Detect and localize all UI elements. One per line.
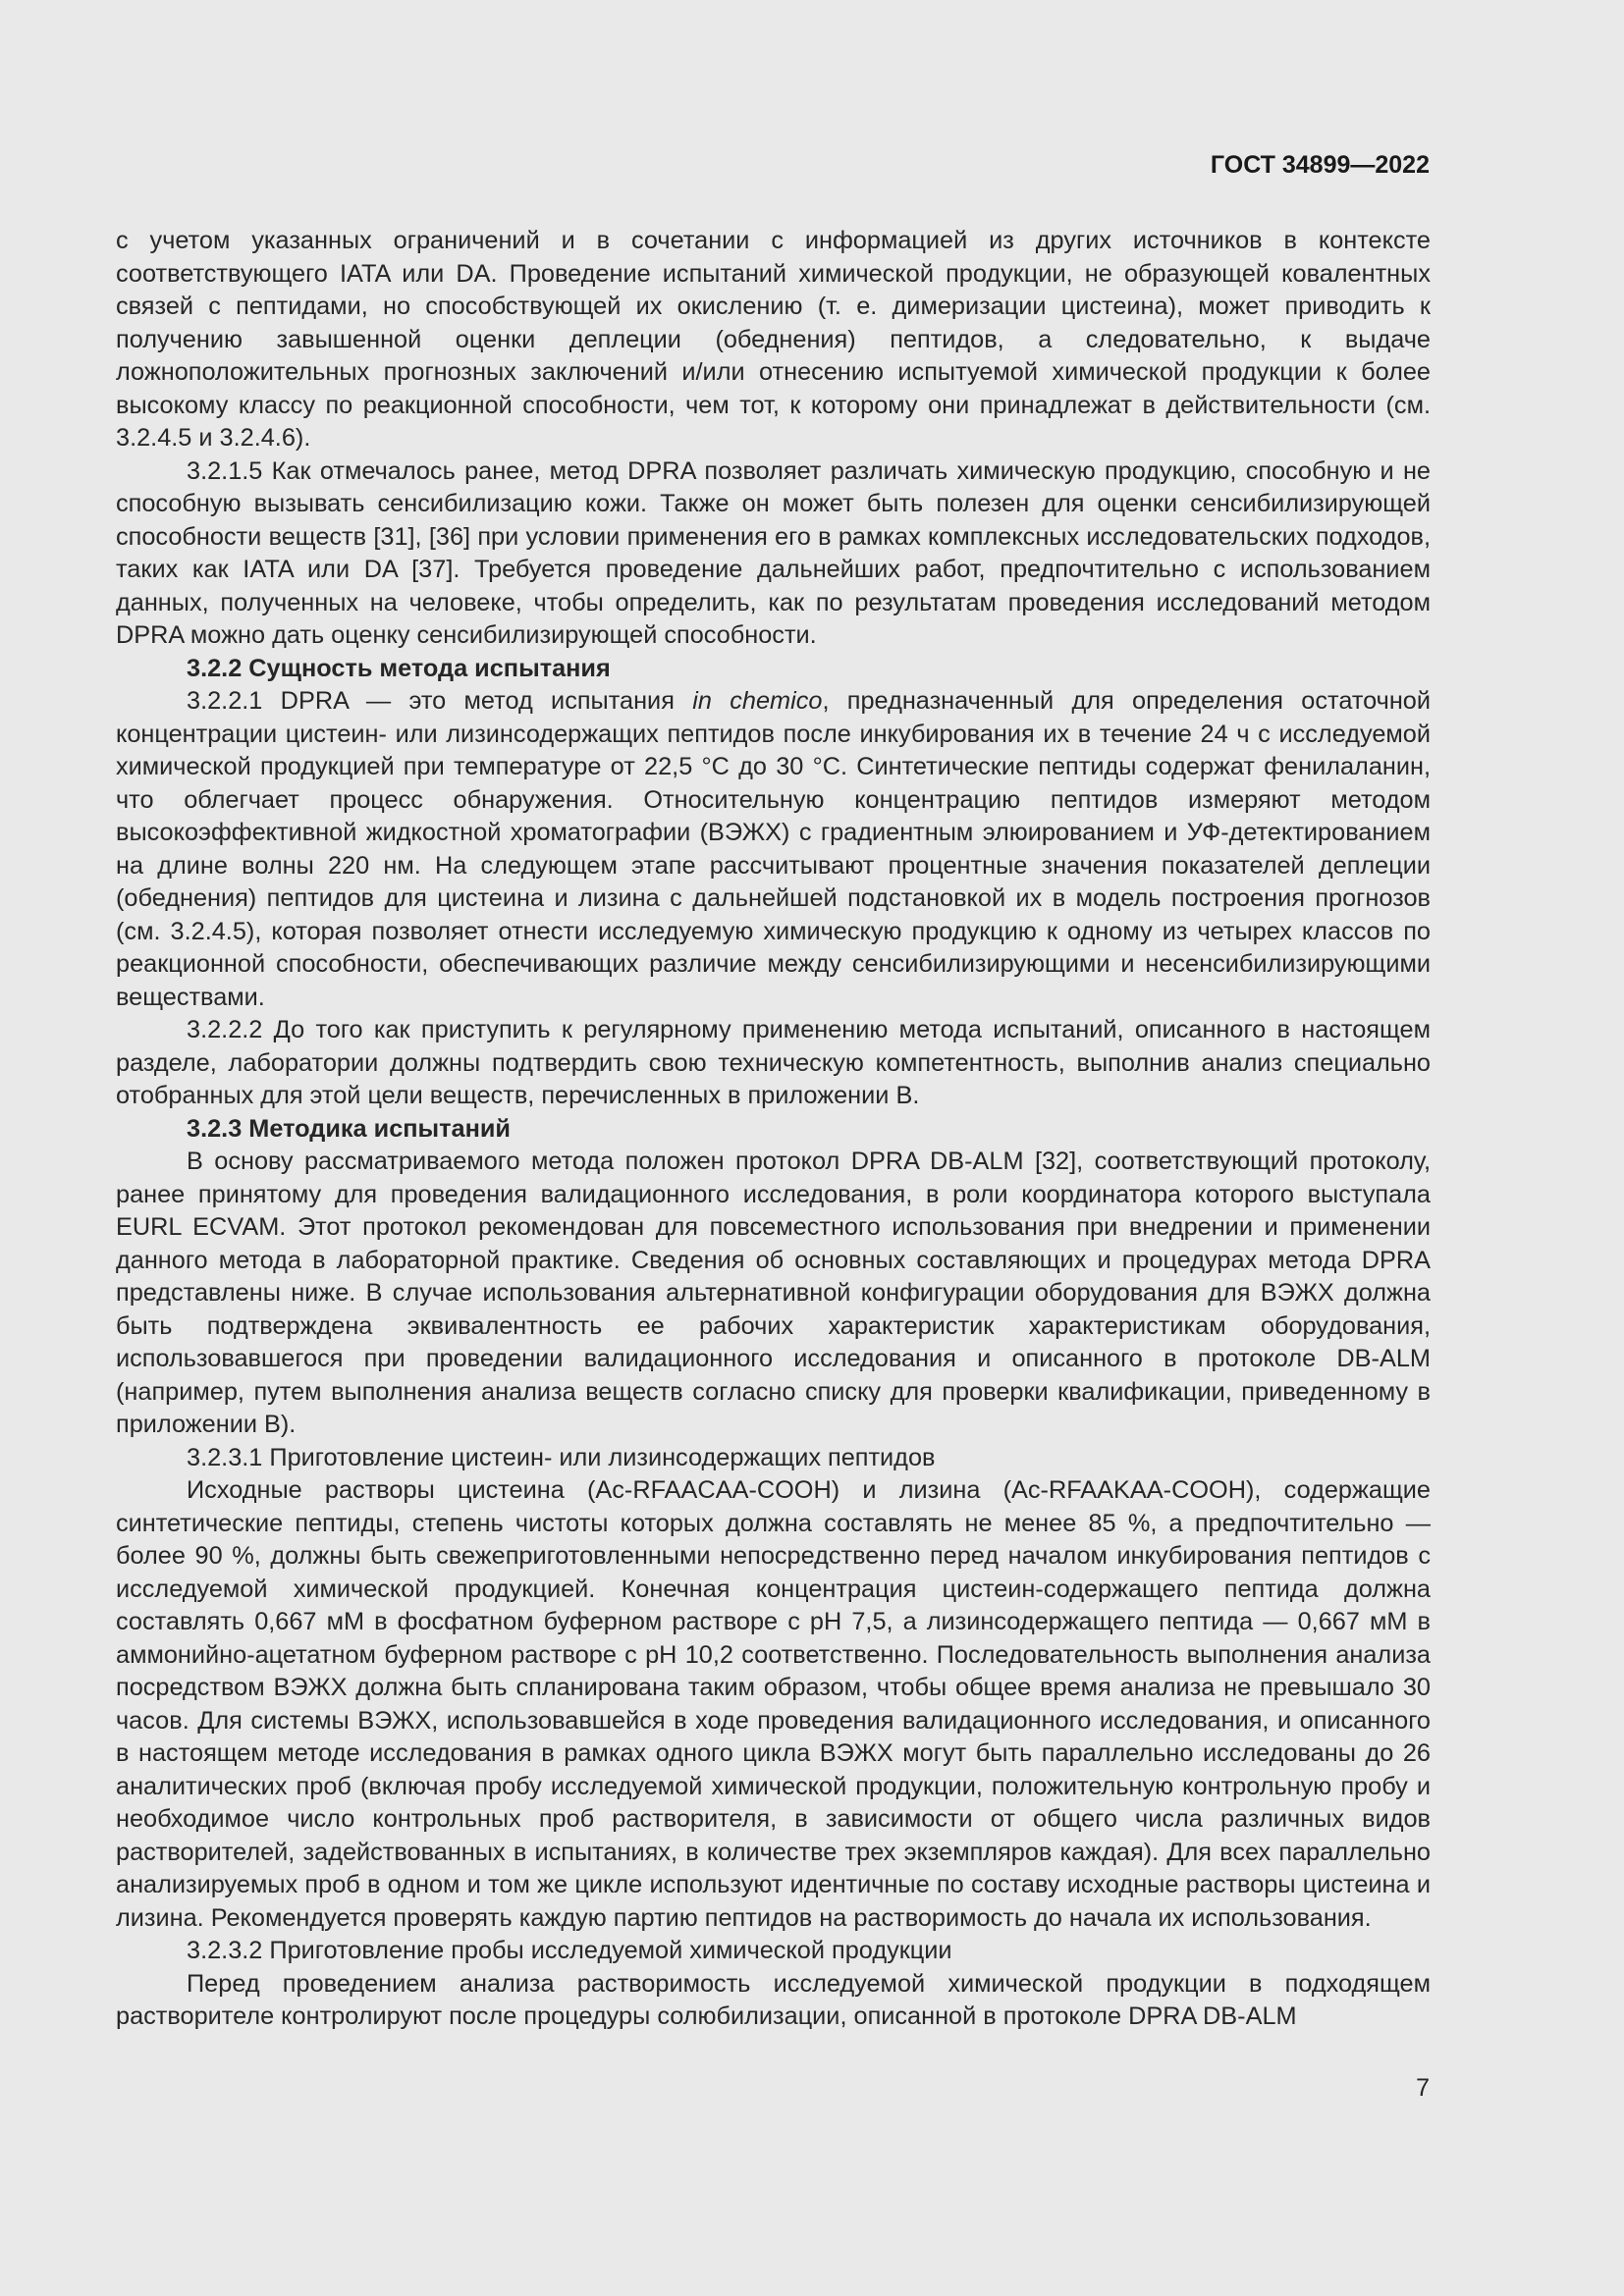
paragraph-3-2-1-5: 3.2.1.5 Как отмечалось ранее, метод DPRA позволяет различать химическую продукцию, способную и не способную вызывать сенсибилизацию кожи. Также он может быть полезен для оценки сенсибилизирующей способности веществ [31], [36] при условии применения его в рамках комплексных исследовательских подходов, таких как IATA или DA [37]. Требуется проведение дальнейших работ, предпочтительно с использованием данных, полученных на человеке, чтобы определить, как по результатам проведения исследований методом DPRA можно дать оценку сенсибилизирующей способности. — [116, 456, 1431, 649]
paragraph-3-2-3-intro: В основу рассматриваемого метода положен протокол DPRA DB-ALM [32], соответствующий протоколу, ранее принятому для проведения валидационного исследования, в роли координатора которого выступала EURL ECVAM. Этот протокол рекомендован для повсеместного использования при внедрении и применении данного метода в лабораторной практике. Сведения об основных составляющих и процедурах метода DPRA представлены ниже. В случае использования альтернативной конфигурации оборудования для ВЭЖХ должна быть подтверждена эквивалентность ее рабочих характеристик характеристикам оборудования, использовавшегося при проведении валидационного исследования и описанного в протоколе DB-ALM (например, путем выполнения анализа веществ согласно списку для проверки квалификации, приведенному в приложении В). — [116, 1148, 1431, 1438]
paragraph-continuation: с учетом указанных ограничений и в сочетании с информацией из других источников в контексте соответствующего IATA или DA. Проведение испытаний химической продукции, не образующей ковалентных связей с пептидами, но способствующей их окислению (т. е. димеризации цистеина), может приводить к получению завышенной оценки деплеции (обеднения) пептидов, а следовательно, к выдаче ложноположительных прогнозных заключений и/или отнесению испытуемой химической продукции к более высокому классу по реакционной способности, чем тот, к которому они принадлежат в действительности (см. 3.2.4.5 и 3.2.4.6). — [116, 227, 1431, 452]
paragraph-3-2-3-2: Перед проведением анализа растворимость исследуемой химической продукции в подходящем растворителе контролируют после процедуры солюбилизации, описанной в протоколе DPRA DB-ALM — [116, 1969, 1431, 2030]
document-header: ГОСТ 34899—2022 — [1210, 151, 1430, 179]
paragraph-3-2-3-1: Исходные растворы цистеина (Ac-RFAACAA-COOH) и лизина (Ac-RFAAKAA-COOH), содержащие синтетические пептиды, степень чистоты которых должна составлять не менее 85 %, а предпочтительно — более 90 %, должны быть свежеприготовленными непосредственно перед началом инкубирования пептидов с исследуемой химической продукцией. Конечная концентрация цистеин-содержащего пептида должна составлять 0,667 мМ в фосфатном буферном растворе с рН 7,5, а лизинсодержащего пептида — 0,667 мМ в аммонийно-ацетатном буферном растворе с рН 10,2 соответственно. Последовательность выполнения анализа посредством ВЭЖХ должна быть спланирована таким образом, чтобы общее время анализа не превышало 30 часов. Для системы ВЭЖХ, использовавшейся в ходе проведения валидационного исследования, и описанного в настоящем методе исследования в рамках одного цикла ВЭЖХ могут быть параллельно исследованы до 26 аналитических проб (включая пробу исследуемой химической продукции, положительную контрольную пробу и необходимое число контрольных проб растворителя, в зависимости от общего числа различных видов растворителей, задействованных в испытаниях, в количестве трех экземпляров каждая). Для всех параллельно анализируемых проб в одном и том же цикле используют идентичные по составу исходные растворы цистеина и лизина. Рекомендуется проверять каждую партию пептидов на растворимость до начала их использования. — [116, 1476, 1431, 1932]
paragraph-3-2-2-1 — [116, 685, 1431, 1014]
subsection-heading-3-2-3-1: 3.2.3.1 Приготовление цистеин- или лизинсодержащих пептидов — [187, 1443, 936, 1471]
page-number: 7 — [1416, 2074, 1430, 2102]
section-heading-3-2-2: 3.2.2 Сущность метода испытания — [187, 654, 611, 682]
in-chemico-term: in chemico — [692, 687, 823, 715]
section-heading-3-2-3: 3.2.3 Методика испытаний — [187, 1114, 511, 1143]
document-body — [116, 225, 1431, 2034]
paragraph-3-2-2-1-start: 3.2.2.1 DPRA — это метод испытания — [187, 687, 693, 715]
paragraph-3-2-2-2: 3.2.2.2 До того как приступить к регулярному применению метода испытаний, описанного в настоящем разделе, лаборатории должны подтвердить свою техническую компетентность, выполнив анализ специально отобранных для этой цели веществ, перечисленных в приложении В. — [116, 1016, 1431, 1109]
subsection-heading-3-2-3-2: 3.2.3.2 Приготовление пробы исследуемой химической продукции — [187, 1937, 952, 1964]
paragraph-3-2-2-1-rest: , предназначенный для определения остаточной концентрации цистеин- или лизинсодержащих пептидов после инкубирования их в течение 24 ч с исследуемой химической продукцией при температуре от 22,5 °С до 30 °С. Синтетические пептиды содержат фенилаланин, что облегчает процесс обнаружения. Относительную концентрацию пептидов измеряют методом высокоэффективной жидкостной хроматографии (ВЭЖХ) с градиентным элюированием и УФ-детектированием на длине волны 220 нм. На следующем этапе рассчитывают процентные значения показателей деплеции (обеднения) пептидов для цистеина и лизина с дальнейшей подстановкой их в модель построения прогнозов (см. 3.2.4.5), которая позволяет отнести исследуемую химическую продукцию к одному из четырех классов по реакционной способности, обеспечивающих различие между сенсибилизирующими и несенсибилизирующими веществами. — [116, 687, 1432, 1011]
